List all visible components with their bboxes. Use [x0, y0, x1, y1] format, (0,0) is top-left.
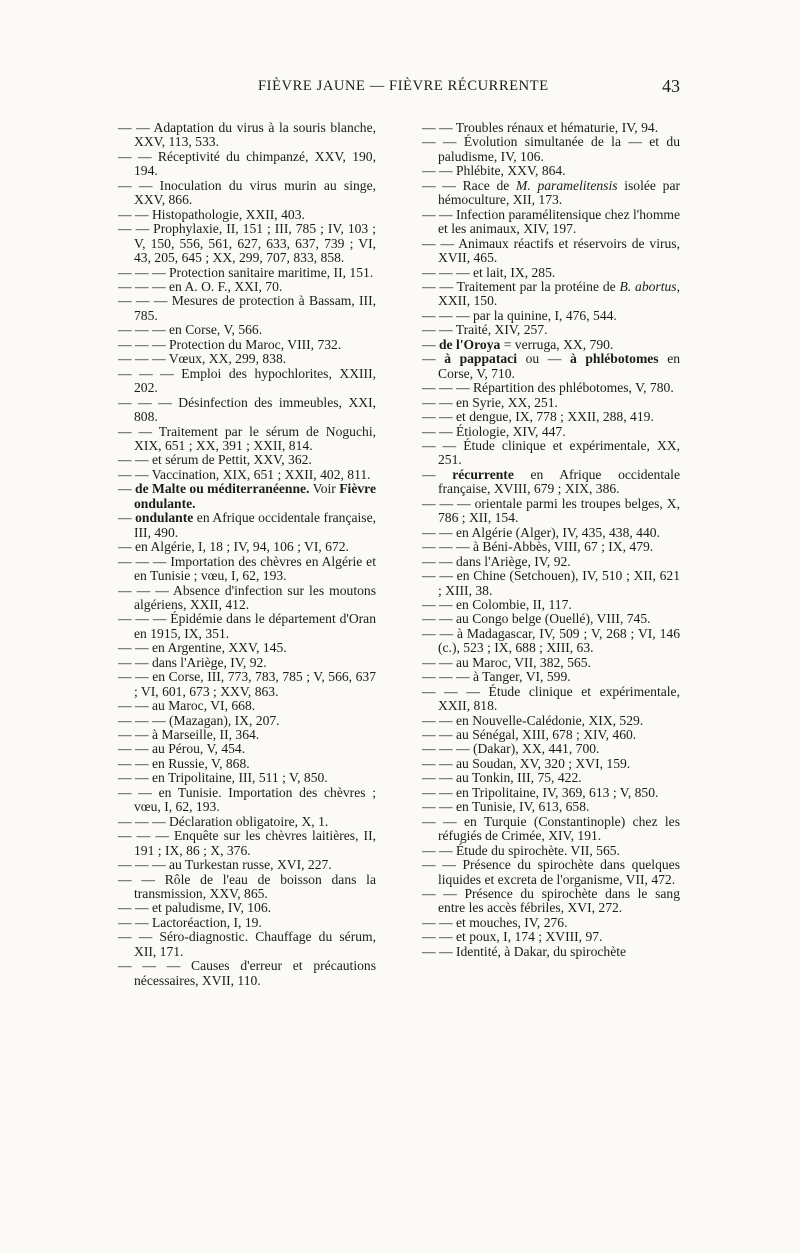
page-header	[0, 76, 800, 102]
index-entry: — — dans l'Ariège, IV, 92.	[422, 553, 571, 569]
index-entry: — — en Colombie, II, 117.	[422, 596, 572, 612]
index-entry: — — Identité, à Dakar, du spirochète	[422, 943, 627, 959]
index-entry: — — Troubles rénaux et hématurie, IV, 94.	[422, 120, 659, 135]
index-entry: — — Adaptation du virus à la souris blanche, XXV, 113, 533.	[118, 120, 376, 150]
entry-text: ou —	[525, 351, 562, 367]
page-number: 43	[662, 76, 680, 96]
index-entry: — — — Emploi des hypochlorites, XXIII, 202.	[118, 365, 376, 396]
index-entry: — — Étiologie, XIV, 447.	[422, 423, 566, 439]
entry-dash: —	[422, 351, 436, 367]
index-entry: — — en Chine (Setchouen), IV, 510 ; XII, 621 ; XIII, 38.	[422, 568, 680, 598]
see-reference: Fièvre ondulante.	[134, 481, 376, 511]
index-entry: — — — Épidémie dans le département d'Oran en 1915, IX, 351.	[118, 611, 376, 641]
index-entry: — — au Maroc, VI, 668.	[118, 698, 256, 714]
entry-text: isolée par hémoculture, XII, 173.	[438, 177, 681, 208]
index-entry: — — — (Dakar), XX, 441, 700.	[422, 741, 600, 757]
index-entry: — — — orientale parmi les troupes belges, X, 786 ; XII, 154.	[422, 495, 680, 526]
right-entries-1	[422, 121, 680, 179]
bold-heading: ondulante	[135, 510, 194, 526]
index-entry: — — — Répartition des phlébotomes, V, 780.	[422, 380, 674, 396]
bold-heading: à phlébotomes	[569, 351, 659, 367]
left-entries-2	[118, 540, 376, 988]
index-entry: — — en Syrie, XX, 251.	[422, 394, 558, 410]
index-entry: — — Histopathologie, XXII, 403.	[118, 206, 305, 222]
index-entry: — — et paludisme, IV, 106.	[118, 900, 272, 916]
index-entry: — — Lactoréaction, I, 19.	[118, 914, 262, 930]
index-entry: — — Phlébite, XXV, 864.	[422, 163, 566, 179]
bold-heading: de Malte ou méditerranéenne.	[135, 481, 310, 497]
index-entry-malte	[118, 482, 376, 511]
see-label: Voir	[312, 481, 336, 497]
index-entry: — — au Sénégal, XIII, 678 ; XIV, 460.	[422, 727, 637, 743]
index-entry: — en Algérie, I, 18 ; IV, 94, 106 ; VI, 672.	[118, 539, 349, 555]
index-entry: — — Prophylaxie, II, 151 ; III, 785 ; IV, 103 ; V, 150, 556, 561, 627, 633, 637, 739 ; VI, 43, 205, 645 ; XX, 299, 707, 833, 858.	[118, 221, 376, 266]
index-entry: — — au Tonkin, III, 75, 422.	[422, 770, 582, 786]
index-entry: — — — à Tanger, VI, 599.	[422, 669, 571, 685]
index-entry: — — Animaux réactifs et réservoirs de virus, XVII, 465.	[422, 235, 680, 266]
index-entry: — — à Madagascar, IV, 509 ; V, 268 ; VI, 146 (c.), 523 ; IX, 688 ; XIII, 63.	[422, 625, 680, 656]
index-entry: — — — Protection du Maroc, VIII, 732.	[118, 336, 342, 352]
index-entry: — — en Tunisie. Importation des chèvres ; vœu, I, 62, 193.	[118, 784, 376, 815]
index-entry: — — Rôle de l'eau de boisson dans la transmission, XXV, 865.	[118, 871, 376, 902]
index-entry: — — au Soudan, XV, 320 ; XVI, 159.	[422, 755, 631, 771]
index-entry: — — — et lait, IX, 285.	[422, 264, 556, 280]
left-entries	[118, 121, 376, 482]
index-entry: — — — Déclaration obligatoire, X, 1.	[118, 813, 329, 829]
index-entry: — — — en Corse, V, 566.	[118, 322, 263, 338]
right-entries-3	[422, 309, 680, 338]
index-entry: — — Étude clinique et expérimentale, XX, 251.	[422, 437, 680, 468]
entry-text: = verruga, XX, 790.	[503, 336, 614, 352]
index-entry: — — au Congo belge (Ouellé), VIII, 745.	[422, 611, 651, 627]
bold-heading: à pappataci	[444, 351, 517, 367]
index-entry-pappataci	[422, 352, 680, 381]
index-entry: — — — au Turkestan russe, XVI, 227.	[118, 857, 332, 873]
index-entry: — — et mouches, IV, 276.	[422, 914, 568, 930]
index-entry: — — Vaccination, XIX, 651 ; XXII, 402, 811.	[118, 466, 371, 482]
index-entry: — — — en A. O. F., XXI, 70.	[118, 278, 283, 294]
index-entry: — — et sérum de Pettit, XXV, 362.	[118, 452, 312, 468]
index-entry: — — Étude du spirochète. VII, 565.	[422, 842, 620, 858]
right-entries-5	[422, 497, 680, 960]
right-entries-4	[422, 381, 680, 468]
index-entry: — — — Vœux, XX, 299, 838.	[118, 351, 287, 367]
index-entry: — — au Pérou, V, 454.	[118, 741, 246, 757]
index-entry: — — — Étude clinique et expérimentale, XXII, 818.	[422, 683, 680, 714]
index-entry: — — en Corse, III, 773, 783, 785 ; V, 566, 637 ; VI, 601, 673 ; XXV, 863.	[118, 669, 376, 699]
index-entry: — — Présence du spirochète dans le sang entre les accès fébriles, XVI, 272.	[422, 886, 680, 916]
entry-text: , XXII, 150.	[438, 278, 680, 309]
index-entry: — — en Argentine, XXV, 145.	[118, 640, 287, 656]
index-entry: — — en Tripolitaine, IV, 369, 613 ; V, 850.	[422, 784, 659, 800]
index-entry: — — Traitement par le sérum de Noguchi, XIX, 651 ; XX, 391 ; XXII, 814.	[118, 423, 376, 453]
index-entry: — — — Mesures de protection à Bassam, III, 785.	[118, 293, 376, 323]
species-name: M. paramelitensis	[516, 177, 618, 193]
index-entry: — — Évolution simultanée de la — et du paludisme, IV, 106.	[422, 134, 680, 164]
index-entry: — — en Russie, V, 868.	[118, 755, 250, 771]
entry-dash: —	[422, 336, 436, 352]
species-name: B. abortus	[619, 278, 677, 294]
index-entry: — — Infection paramélitensique chez l'homme et les animaux, XIV, 197.	[422, 206, 680, 237]
entry-dash: —	[118, 510, 132, 526]
index-entry: — — dans l'Ariège, IV, 92.	[118, 654, 267, 670]
right-entries-2	[422, 208, 680, 280]
index-entry: — — Réceptivité du chimpanzé, XXV, 190, 194.	[118, 148, 376, 179]
index-entry: — — au Maroc, VII, 382, 565.	[422, 654, 591, 670]
entry-text: — — Traitement par la protéine de	[422, 278, 616, 294]
entry-dash: —	[422, 466, 436, 482]
entry-text: en Afrique occidentale française, III, 490.	[134, 510, 377, 540]
index-entry: — — — Causes d'erreur et précautions nécessaires, XVII, 110.	[118, 958, 376, 988]
index-entry: — — Séro-diagnostic. Chauffage du sérum, XII, 171.	[118, 929, 376, 959]
entry-dash: —	[118, 481, 132, 497]
index-entry: — — et dengue, IX, 778 ; XXII, 288, 419.	[422, 409, 654, 425]
index-entry: — — et poux, I, 174 ; XVIII, 97.	[422, 929, 603, 945]
entry-text: en Afrique occidentale française, XVIII, 679 ; XIX, 386.	[438, 466, 680, 497]
index-entry: — — — Importation des chèvres en Algérie et en Tunisie ; vœu, I, 62, 193.	[118, 553, 376, 584]
bold-heading: de l'Oroya	[439, 336, 501, 352]
index-entry: — — en Algérie (Alger), IV, 435, 438, 440.	[422, 524, 660, 540]
entry-text: en Corse, V, 710.	[438, 351, 681, 381]
index-entry: — — en Nouvelle-Calédonie, XIX, 529.	[422, 712, 644, 728]
index-entry: — — en Turquie (Constantinople) chez les réfugiés de Crimée, XIV, 191.	[422, 813, 680, 844]
index-entry: — — — Protection sanitaire maritime, II, 151.	[118, 264, 374, 280]
index-entry: — — à Marseille, II, 364.	[118, 727, 260, 743]
index-entry: — — en Tunisie, IV, 613, 658.	[422, 799, 590, 815]
right-column	[422, 121, 680, 959]
index-entry: — — — Absence d'infection sur les moutons algériens, XXII, 412.	[118, 582, 376, 612]
index-entry: — — — Enquête sur les chèvres laitières, II, 191 ; IX, 86 ; X, 376.	[118, 828, 376, 858]
index-entry: — — — à Béni-Abbès, VIII, 67 ; IX, 479.	[422, 539, 654, 555]
index-entry: — — en Tripolitaine, III, 511 ; V, 850.	[118, 770, 328, 786]
running-title: FIÈVRE JAUNE — FIÈVRE RÉCURRENTE	[258, 78, 549, 94]
index-entry-traitement	[422, 280, 680, 309]
index-entry: — — Traité, XIV, 257.	[422, 322, 548, 338]
entry-text: — — Race de	[422, 177, 510, 193]
index-entry: — — Présence du spirochète dans quelques liquides et excreta de l'organisme, VII, 472.	[422, 857, 680, 887]
left-column	[118, 121, 376, 988]
index-entry: — — — (Mazagan), IX, 207.	[118, 712, 280, 728]
index-entry-race	[422, 179, 680, 208]
index-entry: — — — par la quinine, I, 476, 544.	[422, 307, 617, 323]
index-entry-ondulante	[118, 511, 376, 540]
index-entry: — — — Désinfection des immeubles, XXI, 808.	[118, 394, 376, 425]
index-entry-recurrente	[422, 468, 680, 497]
index-entry-oroya	[422, 338, 680, 352]
bold-heading: récurrente	[452, 466, 514, 482]
index-entry: — — Inoculation du virus murin au singe, XXV, 866.	[118, 177, 376, 208]
